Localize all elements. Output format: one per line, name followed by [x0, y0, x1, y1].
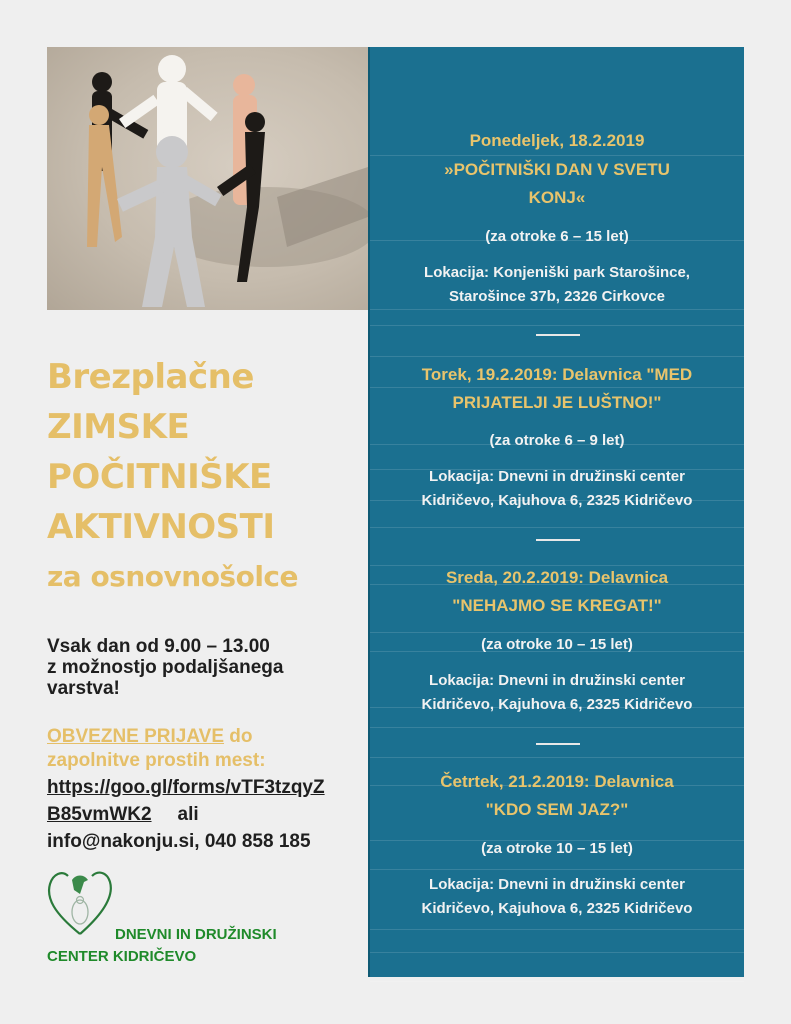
panel-rule-line — [370, 155, 744, 156]
event-age-range: (za otroke 6 – 15 let) — [485, 228, 629, 245]
or-label: ali — [177, 804, 199, 825]
panel-rule-line — [370, 325, 744, 326]
schedule-line: varstva! — [47, 678, 120, 699]
panel-rule-line — [370, 757, 744, 758]
event-location-line: Kidričevo, Kajuhova 6, 2325 Kidričevo — [421, 696, 693, 713]
required-registration-label: OBVEZNE PRIJAVE — [47, 726, 225, 747]
panel-rule-line — [370, 929, 744, 930]
event-age-range: (za otroke 10 – 15 let) — [481, 840, 633, 857]
event-age-range: (za otroke 10 – 15 let) — [481, 636, 633, 653]
headline-line: POČITNIŠKE — [47, 457, 272, 497]
panel-rule-line — [370, 309, 744, 310]
event-separator — [536, 743, 580, 745]
event-separator — [536, 539, 580, 541]
event-location-line: Lokacija: Dnevni in družinski center — [429, 672, 685, 689]
event-title-line: Ponedeljek, 18.2.2019 — [469, 131, 645, 150]
event-title-line: Sreda, 20.2.2019: Delavnica — [445, 568, 669, 587]
schedule-info — [47, 636, 283, 699]
organization-name-line1: DNEVNI IN DRUŽINSKI — [115, 926, 277, 943]
panel-rule-line — [370, 632, 744, 633]
registration-link[interactable]: https://goo.gl/forms/vTF3tzqyZ — [47, 777, 325, 798]
event-title-line: Torek, 19.2.2019: Delavnica "MED — [421, 365, 693, 384]
panel-rule-line — [370, 527, 744, 528]
event-location-line: Kidričevo, Kajuhova 6, 2325 Kidričevo — [421, 492, 693, 509]
heart-horse-logo-icon — [44, 868, 116, 938]
event-location-line: Lokacija: Dnevni in družinski center — [429, 468, 685, 485]
headline-line: Brezplačne — [47, 357, 254, 397]
panel-rule-line — [370, 869, 744, 870]
panel-rule-line — [370, 727, 744, 728]
event-title-line: "NEHAJMO SE KREGAT!" — [452, 596, 662, 615]
event-age-range: (za otroke 6 – 9 let) — [489, 432, 625, 449]
event-title-line: "KDO SEM JAZ?" — [485, 800, 629, 819]
headline — [47, 352, 298, 602]
schedule-line: Vsak dan od 9.00 – 13.00 — [47, 636, 270, 657]
schedule-line: z možnostjo podaljšanega — [47, 657, 284, 678]
panel-rule-line — [370, 565, 744, 566]
event-location-line: Lokacija: Dnevni in družinski center — [429, 876, 685, 893]
event-separator — [536, 334, 580, 336]
organization-name-line2: CENTER KIDRIČEVO — [47, 948, 197, 965]
registration-text: do — [224, 726, 253, 747]
headline-line: ZIMSKE — [47, 407, 190, 447]
panel-rule-line — [370, 356, 744, 357]
panel-rule-line — [370, 952, 744, 953]
hero-photo — [47, 47, 368, 310]
events-panel — [368, 47, 744, 977]
registration-info — [47, 725, 325, 854]
registration-link-continued[interactable]: B85vmWK2 — [47, 804, 152, 825]
panel-rule-line — [370, 981, 744, 982]
paper-people-circle-illustration — [47, 47, 368, 310]
headline-line: za osnovnošolce — [47, 560, 299, 593]
headline-line: AKTIVNOSTI — [47, 507, 275, 547]
panel-rule-line — [370, 387, 744, 388]
event-title-line: PRIJATELJI JE LUŠTNO!" — [452, 393, 662, 412]
event-location-line: Starošince 37b, 2326 Cirkovce — [449, 288, 665, 305]
event-title-line: KONJ« — [528, 188, 586, 207]
event-location-line: Lokacija: Konjeniški park Starošince, — [424, 264, 690, 281]
registration-text: zapolnitve prostih mest: — [47, 750, 266, 771]
event-title-line: »POČITNIŠKI DAN V SVETU — [444, 160, 670, 179]
event-title-line: Četrtek, 21.2.2019: Delavnica — [440, 772, 674, 791]
event-location-line: Kidričevo, Kajuhova 6, 2325 Kidričevo — [421, 900, 693, 917]
contact-info[interactable]: info@nakonju.si, 040 858 185 — [47, 831, 311, 852]
